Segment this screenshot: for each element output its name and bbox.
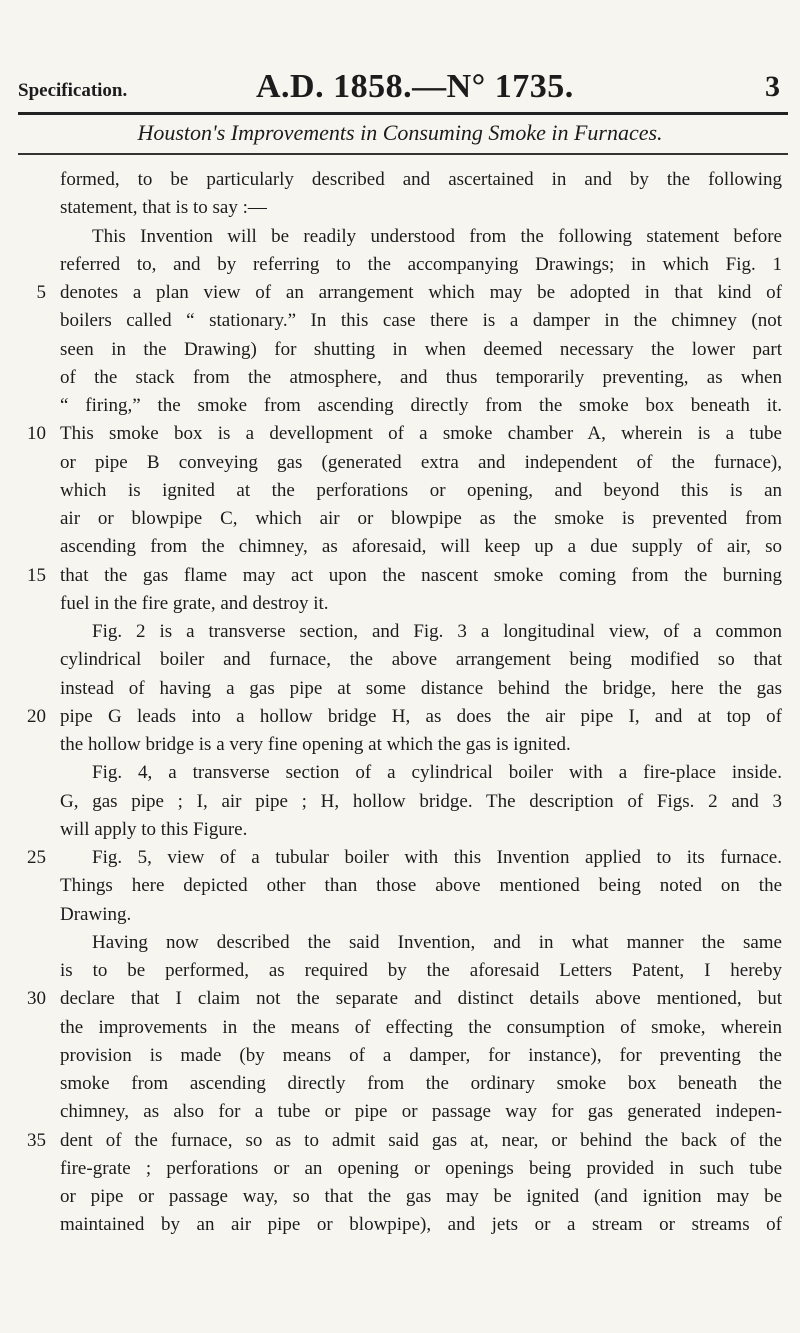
- text-line: [60, 675, 782, 703]
- line-text: denotes a plan view of an arrangement which may be adopted in that kind of: [60, 282, 782, 303]
- text-line: [60, 901, 782, 929]
- line-text: cylindrical boiler and furnace, the above arrangement being modified so that: [60, 649, 782, 671]
- line-number: 20: [27, 705, 46, 727]
- line-text: referred to, and by referring to the accompanying Drawings; in which Fig. 1: [60, 253, 782, 275]
- line-number: 10: [27, 423, 46, 445]
- line-text: dent of the furnace, so as to admit said gas at, near, or behind the back of the: [60, 1129, 782, 1151]
- line-text: Things here depicted other than those above mentioned being noted on the: [60, 875, 782, 897]
- text-line: [60, 929, 782, 957]
- line-text: “ firing,” the smoke from ascending directly from the smoke box beneath it.: [60, 395, 782, 416]
- line-text: the improvements in the means of effecting the consumption of smoke, wherein: [60, 1016, 782, 1038]
- header-rule: [18, 112, 788, 115]
- line-text: will apply to this Figure.: [60, 818, 248, 840]
- text-line: [60, 1183, 782, 1211]
- line-text: the hollow bridge is a very fine opening at which the gas is ignited.: [60, 734, 571, 755]
- text-line: [60, 166, 782, 194]
- line-text: This Invention will be readily understood from the following statement before: [92, 225, 782, 247]
- line-text: is to be performed, as required by the aforesaid Letters Patent, I hereby: [60, 960, 782, 981]
- line-text: G, gas pipe ; I, air pipe ; H, hollow bridge. The description of Figs. 2 and 3: [60, 790, 782, 812]
- text-line: [60, 1211, 782, 1239]
- line-text: chimney, as also for a tube or pipe or passage way for gas generated indepen-: [60, 1101, 782, 1123]
- line-text: air or blowpipe C, which air or blowpipe as the smoke is prevented from: [60, 508, 782, 529]
- text-line: [60, 1098, 782, 1126]
- text-line: [60, 731, 782, 759]
- text-line: [60, 223, 782, 251]
- line-text: maintained by an air pipe or blowpipe), and jets or a stream or streams of: [60, 1214, 782, 1236]
- text-line: [60, 505, 782, 533]
- line-text: or pipe or passage way, so that the gas may be ignited (and ignition may be: [60, 1186, 782, 1207]
- text-line: [60, 816, 782, 844]
- patent-title: A.D. 1858.—N° 1735.: [256, 68, 574, 105]
- line-text: that the gas flame may act upon the nascent smoke coming from the burning: [60, 564, 782, 586]
- text-line: [27, 703, 782, 731]
- text-line: [60, 477, 782, 505]
- text-line: [27, 1127, 782, 1155]
- text-line: [36, 279, 782, 307]
- line-text: or pipe B conveying gas (generated extra and independent of the furnace),: [60, 451, 782, 473]
- line-text: Fig. 2 is a transverse section, and Fig. 3 a longitudinal view, of a common: [92, 621, 782, 642]
- line-text: Fig. 5, view of a tubular boiler with this Invention applied to its furnace.: [92, 847, 782, 868]
- section-label: Specification.: [18, 80, 128, 101]
- text-line: [60, 957, 782, 985]
- text-line: [60, 449, 782, 477]
- text-line: [27, 420, 782, 448]
- line-text: which is ignited at the perforations or opening, and beyond this is an: [60, 479, 782, 501]
- text-line: [60, 788, 782, 816]
- body-text: [27, 166, 782, 1240]
- line-text: Having now described the said Invention, and in what manner the same: [92, 931, 782, 953]
- line-number: 15: [27, 564, 46, 586]
- text-line: [60, 590, 782, 618]
- text-line: [60, 392, 782, 420]
- line-number: 25: [27, 847, 46, 868]
- text-line: [60, 251, 782, 279]
- line-number: 35: [27, 1129, 46, 1151]
- text-line: [60, 1014, 782, 1042]
- line-text: fuel in the fire grate, and destroy it.: [60, 592, 329, 614]
- line-text: pipe G leads into a hollow bridge H, as does the air pipe I, and at top of: [60, 705, 782, 727]
- line-text: boilers called “ stationary.” In this case there is a damper in the chimney (not: [60, 310, 782, 332]
- line-text: statement, that is to say :—: [60, 197, 267, 219]
- line-text: seen in the Drawing) for shutting in when deemed necessary the lower part: [60, 338, 782, 360]
- text-line: [60, 1070, 782, 1098]
- line-text: This smoke box is a devellopment of a smoke chamber A, wherein is a tube: [60, 423, 782, 445]
- subtitle-rule: [18, 153, 788, 155]
- line-text: smoke from ascending directly from the ordinary smoke box beneath the: [60, 1073, 782, 1094]
- line-text: provision is made (by means of a damper, for instance), for preventing the: [60, 1044, 782, 1066]
- line-number: 5: [36, 282, 46, 303]
- text-line: [60, 646, 782, 674]
- page-number: 3: [765, 70, 780, 103]
- text-line: [60, 307, 782, 335]
- text-line: [60, 1042, 782, 1070]
- line-text: declare that I claim not the separate and distinct details above mentioned, but: [60, 988, 782, 1010]
- line-text: formed, to be particularly described and ascertained in and by the following: [60, 169, 782, 190]
- text-line: [60, 618, 782, 646]
- running-title: Houston's Improvements in Consuming Smoke in Furnaces.: [137, 120, 663, 145]
- line-text: ascending from the chimney, as aforesaid, will keep up a due supply of air, so: [60, 536, 782, 558]
- page-header: [18, 60, 788, 110]
- line-text: of the stack from the atmosphere, and thus temporarily preventing, as when: [60, 366, 782, 388]
- line-text: Fig. 4, a transverse section of a cylindrical boiler with a fire-place inside.: [92, 762, 782, 784]
- text-line: [60, 364, 782, 392]
- text-line: [60, 1155, 782, 1183]
- text-line: [60, 759, 782, 787]
- text-line: [27, 985, 782, 1013]
- text-line: [60, 194, 782, 222]
- text-line: [60, 336, 782, 364]
- text-line: [27, 562, 782, 590]
- line-number: 30: [27, 988, 46, 1010]
- line-text: Drawing.: [60, 903, 132, 925]
- line-text: instead of having a gas pipe at some distance behind the bridge, here the gas: [60, 677, 782, 699]
- text-line: [60, 533, 782, 561]
- text-line: [27, 844, 782, 872]
- text-line: [60, 872, 782, 900]
- line-text: fire-grate ; perforations or an opening or openings being provided in such tube: [60, 1157, 782, 1179]
